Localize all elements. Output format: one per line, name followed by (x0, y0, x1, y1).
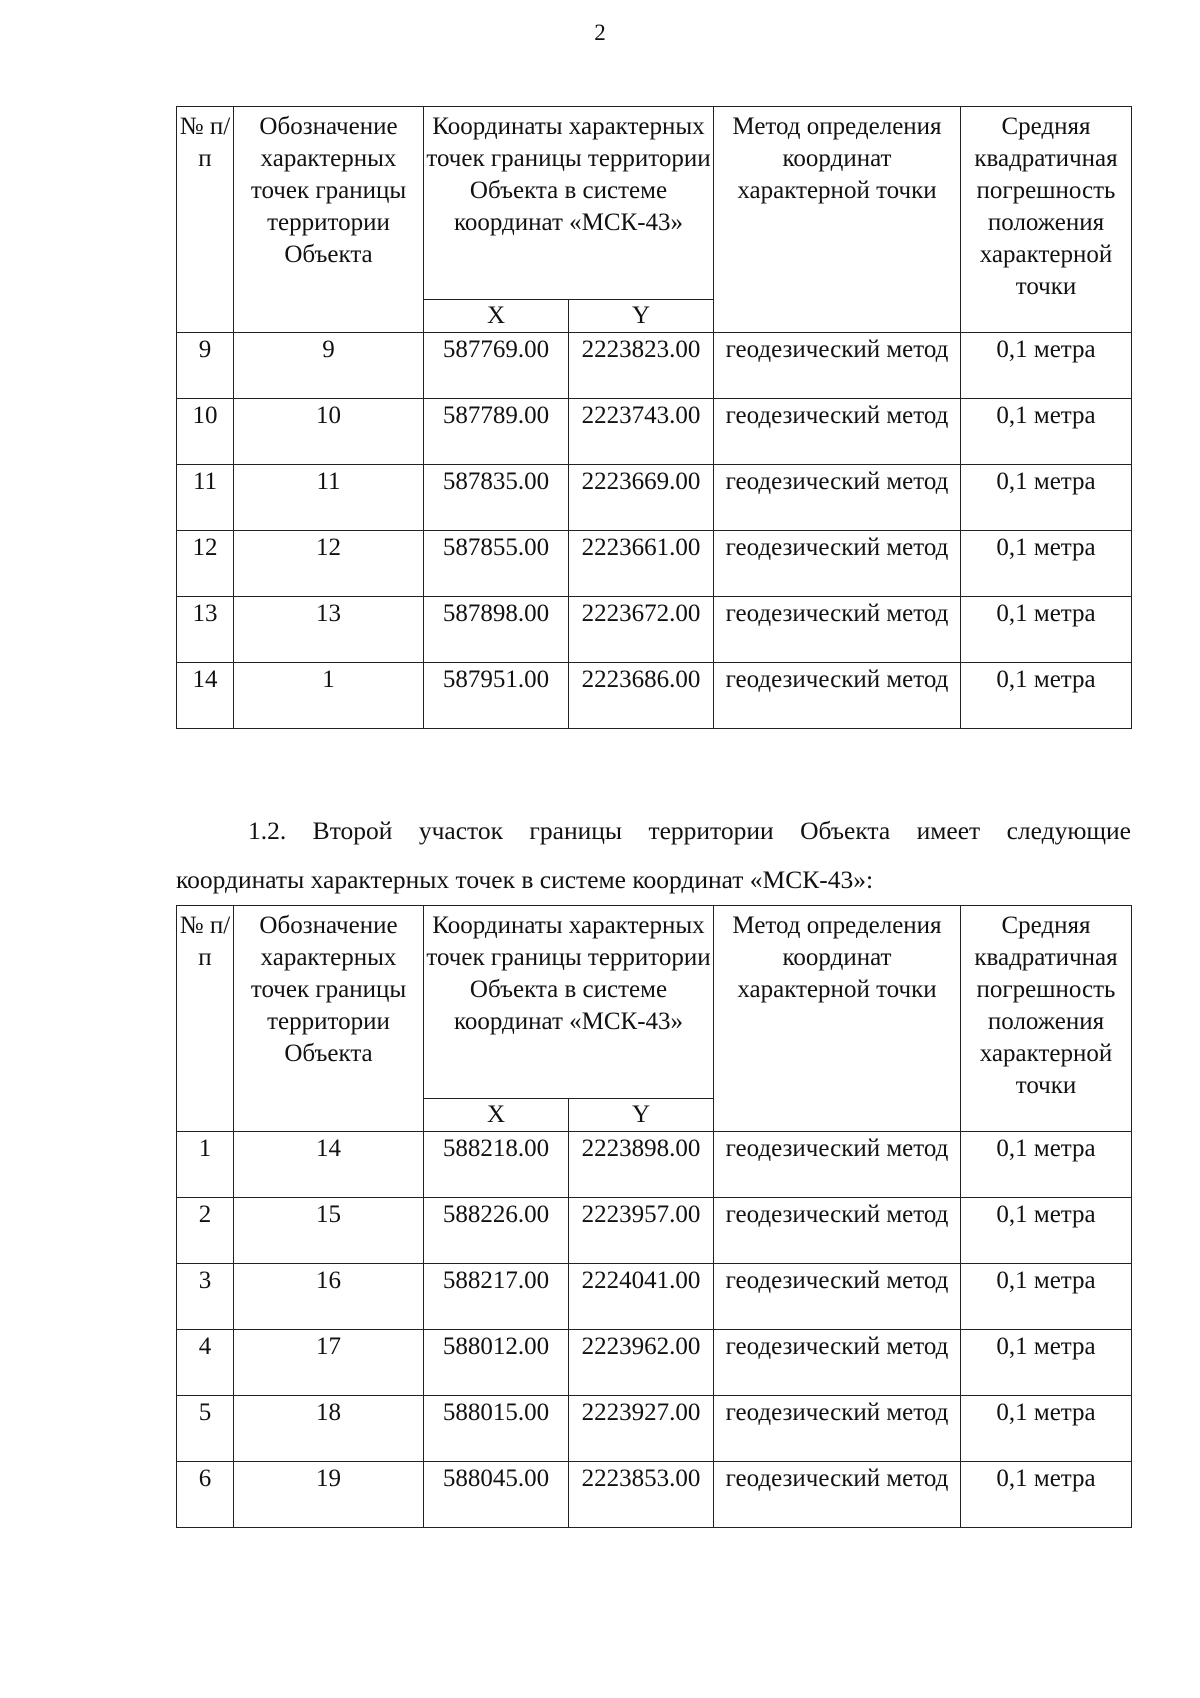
header-designation: Обозначение характерных точек границы территории Объекта (234, 107, 424, 333)
cell-method: геодезический метод (714, 1132, 961, 1198)
cell-method: геодезический метод (714, 1462, 961, 1528)
cell-x: 587835.00 (424, 465, 569, 531)
cell-x: 588015.00 (424, 1396, 569, 1462)
cell-method: геодезический метод (714, 1396, 961, 1462)
cell-method: геодезический метод (714, 1198, 961, 1264)
cell-y: 2223743.00 (569, 399, 714, 465)
cell-y: 2223927.00 (569, 1396, 714, 1462)
cell-error: 0,1 метра (961, 1330, 1132, 1396)
cell-error: 0,1 метра (961, 399, 1132, 465)
section-paragraph (176, 806, 1131, 904)
cell-y: 2223661.00 (569, 531, 714, 597)
cell-x: 588012.00 (424, 1330, 569, 1396)
cell-point: 14 (234, 1132, 424, 1198)
cell-point: 15 (234, 1198, 424, 1264)
cell-method: геодезический метод (714, 333, 961, 399)
cell-num: 9 (177, 333, 234, 399)
cell-error: 0,1 метра (961, 333, 1132, 399)
cell-num: 13 (177, 597, 234, 663)
cell-y: 2223898.00 (569, 1132, 714, 1198)
cell-x: 588045.00 (424, 1462, 569, 1528)
cell-error: 0,1 метра (961, 1264, 1132, 1330)
coordinates-table-2 (176, 905, 1132, 1528)
paragraph-line-2: координаты характерных точек в системе координат «МСК-43»: (176, 865, 874, 894)
cell-x: 587951.00 (424, 663, 569, 729)
cell-error: 0,1 метра (961, 465, 1132, 531)
cell-error: 0,1 метра (961, 597, 1132, 663)
cell-x: 587898.00 (424, 597, 569, 663)
cell-y: 2223962.00 (569, 1330, 714, 1396)
table-row (177, 465, 1132, 531)
header-method: Метод определения координат характерной точки (714, 107, 961, 333)
cell-x: 588226.00 (424, 1198, 569, 1264)
header-y: Y (569, 300, 714, 333)
cell-error: 0,1 метра (961, 663, 1132, 729)
cell-method: геодезический метод (714, 399, 961, 465)
cell-method: геодезический метод (714, 1264, 961, 1330)
cell-x: 587789.00 (424, 399, 569, 465)
cell-method: геодезический метод (714, 597, 961, 663)
cell-y: 2223957.00 (569, 1198, 714, 1264)
cell-error: 0,1 метра (961, 1462, 1132, 1528)
header-y: Y (569, 1099, 714, 1132)
cell-num: 2 (177, 1198, 234, 1264)
header-num: № п/п (177, 906, 234, 1132)
cell-point: 19 (234, 1462, 424, 1528)
cell-method: геодезический метод (714, 465, 961, 531)
table-row (177, 597, 1132, 663)
header-x: X (424, 1099, 569, 1132)
cell-y: 2223672.00 (569, 597, 714, 663)
cell-x: 587855.00 (424, 531, 569, 597)
cell-y: 2223686.00 (569, 663, 714, 729)
cell-point: 18 (234, 1396, 424, 1462)
header-error: Средняя квадратичная погрешность положения характерной точки (961, 107, 1132, 333)
cell-x: 588217.00 (424, 1264, 569, 1330)
cell-point: 1 (234, 663, 424, 729)
cell-x: 587769.00 (424, 333, 569, 399)
header-coordinates: Координаты характерных точек границы территории Объекта в системе координат «МСК-43» (424, 906, 714, 1099)
table-row (177, 399, 1132, 465)
table-row (177, 333, 1132, 399)
cell-error: 0,1 метра (961, 1198, 1132, 1264)
table-row (177, 663, 1132, 729)
cell-point: 13 (234, 597, 424, 663)
header-num: № п/п (177, 107, 234, 333)
header-coordinates: Координаты характерных точек границы территории Объекта в системе координат «МСК-43» (424, 107, 714, 300)
table-row (177, 1264, 1132, 1330)
table-row (177, 1462, 1132, 1528)
coordinates-table-1 (176, 106, 1132, 729)
cell-point: 12 (234, 531, 424, 597)
cell-num: 5 (177, 1396, 234, 1462)
cell-y: 2224041.00 (569, 1264, 714, 1330)
cell-num: 4 (177, 1330, 234, 1396)
table-row (177, 1198, 1132, 1264)
cell-point: 9 (234, 333, 424, 399)
cell-y: 2223853.00 (569, 1462, 714, 1528)
header-x: X (424, 300, 569, 333)
cell-error: 0,1 метра (961, 531, 1132, 597)
cell-y: 2223669.00 (569, 465, 714, 531)
header-designation: Обозначение характерных точек границы территории Объекта (234, 906, 424, 1132)
paragraph-line-1: 1.2. Второй участок границы территории Объекта имеет следующие (248, 816, 1131, 845)
table-row (177, 1330, 1132, 1396)
cell-num: 6 (177, 1462, 234, 1528)
cell-point: 17 (234, 1330, 424, 1396)
table-row (177, 1396, 1132, 1462)
cell-y: 2223823.00 (569, 333, 714, 399)
cell-num: 11 (177, 465, 234, 531)
table-row (177, 1132, 1132, 1198)
cell-point: 16 (234, 1264, 424, 1330)
cell-x: 588218.00 (424, 1132, 569, 1198)
cell-method: геодезический метод (714, 1330, 961, 1396)
cell-point: 11 (234, 465, 424, 531)
cell-method: геодезический метод (714, 663, 961, 729)
cell-method: геодезический метод (714, 531, 961, 597)
cell-num: 3 (177, 1264, 234, 1330)
page-number: 2 (594, 20, 606, 45)
cell-num: 12 (177, 531, 234, 597)
cell-num: 1 (177, 1132, 234, 1198)
cell-point: 10 (234, 399, 424, 465)
cell-num: 14 (177, 663, 234, 729)
table-row (177, 531, 1132, 597)
cell-error: 0,1 метра (961, 1132, 1132, 1198)
header-method: Метод определения координат характерной точки (714, 906, 961, 1132)
cell-error: 0,1 метра (961, 1396, 1132, 1462)
header-error: Средняя квадратичная погрешность положения характерной точки (961, 906, 1132, 1132)
cell-num: 10 (177, 399, 234, 465)
